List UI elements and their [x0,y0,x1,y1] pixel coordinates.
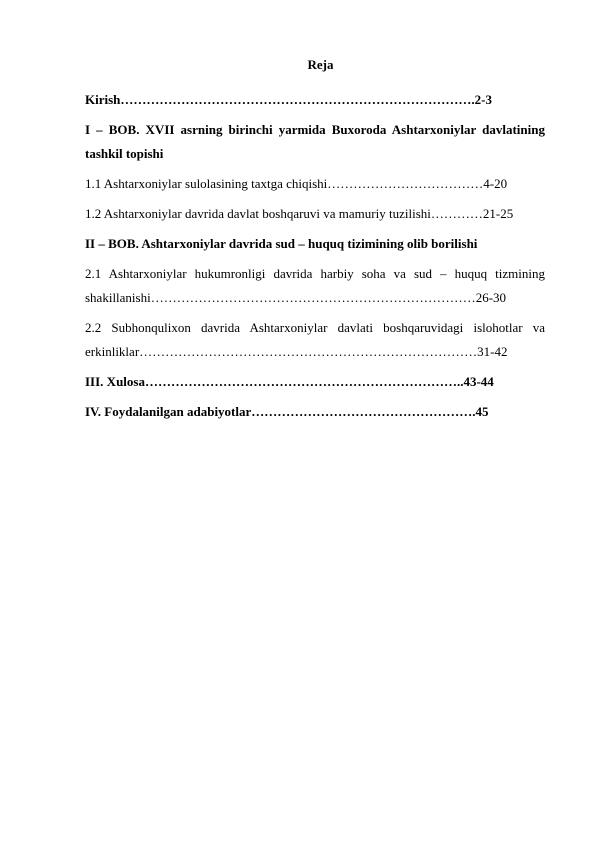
toc-entry-adabiyotlar: IV. Foydalanilgan adabiyotlar…………………………………………….45 [85,404,489,419]
toc-entry-2-2: 2.2 Subhonqulixon davrida Ashtarxoniylar davlati boshqaruvidagi islohotlar va erkinliklar……………………………………………………………………31-42 [85,320,545,359]
toc-entry-1-2: 1.2 Ashtarxoniylar davrida davlat boshqaruvi va mamuriy tuzilishi…………21-25 [85,206,514,221]
toc-entry-kirish: Kirish……………………………………………………………………….2-3 [85,92,492,107]
toc-entry-2-1: 2.1 Ashtarxoniylar hukumronligi davrida harbiy soha va sud – huquq tizmining shakillanishi…………………………………………………………………26-30 [85,266,545,305]
toc-entry-xulosa: III. Xulosa………………………………………………………………..43-44 [85,374,494,389]
toc-entry-1-1: 1.1 Ashtarxoniylar sulolasining taxtga chiqishi………………………………4-20 [85,176,508,191]
page-title: Reja [307,57,334,72]
table-of-contents [85,88,545,430]
toc-entry-chapter-2: II – BOB. Ashtarxoniylar davrida sud – huquq tizimining olib borilishi [85,236,478,251]
toc-entry-chapter-1: I – BOB. XVII asrning birinchi yarmida Buxoroda Ashtarxoniylar davlatining tashkil topishi [85,122,545,161]
